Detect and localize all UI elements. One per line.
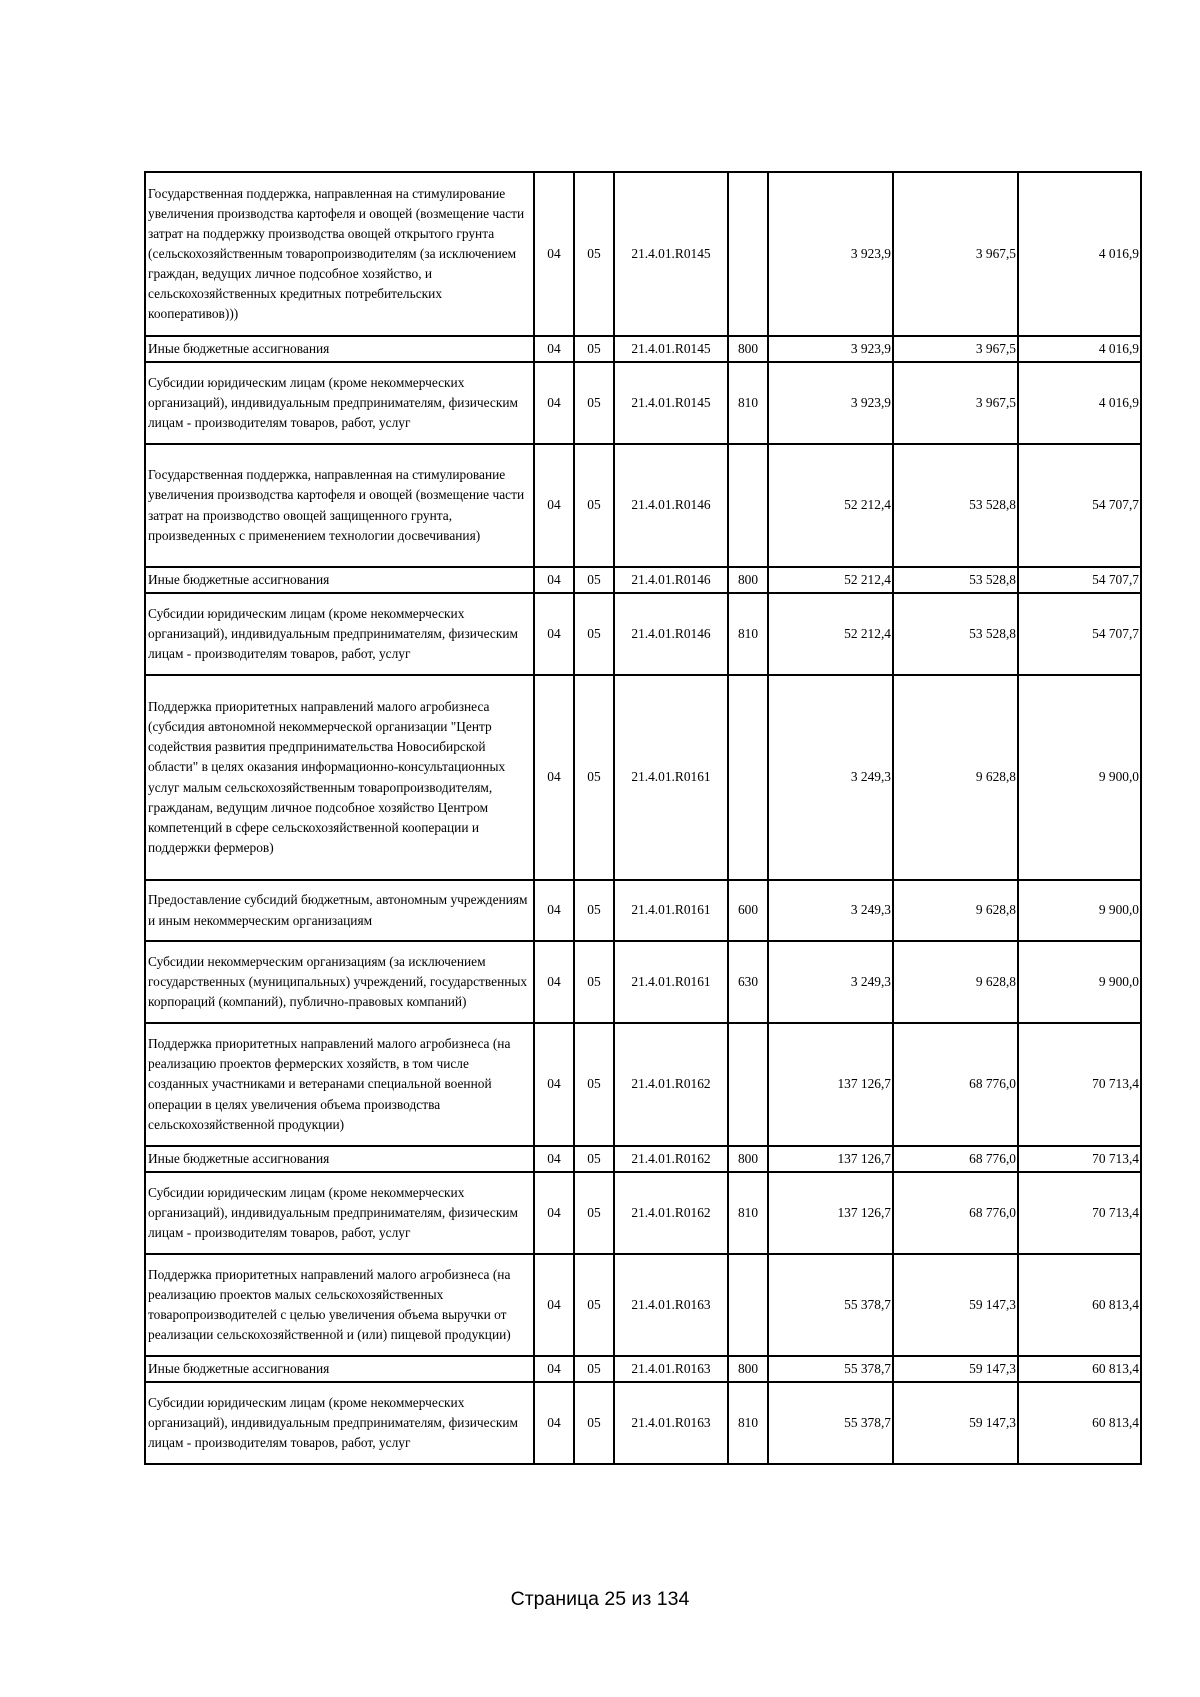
- amount-year-2: 59 147,3: [893, 1382, 1018, 1464]
- expense-type-code: 810: [728, 593, 768, 675]
- table-row: [145, 1023, 1141, 1146]
- row-name: Иные бюджетные ассигнования: [145, 336, 534, 362]
- section-code: 04: [534, 1382, 574, 1464]
- target-article-code: 21.4.01.R0162: [614, 1146, 728, 1172]
- row-name: Субсидии юридическим лицам (кроме некоммерческих организаций), индивидуальным предпринимателям, физическим лицам - производителям товаров, работ, услуг: [145, 1382, 534, 1464]
- subsection-code: 05: [574, 1382, 614, 1464]
- target-article-code: 21.4.01.R0162: [614, 1172, 728, 1254]
- table-row: [145, 1254, 1141, 1356]
- amount-year-3: 4 016,9: [1018, 336, 1141, 362]
- amount-year-3: 9 900,0: [1018, 880, 1141, 941]
- subsection-code: 05: [574, 444, 614, 567]
- section-code: 04: [534, 675, 574, 880]
- section-code: 04: [534, 362, 574, 444]
- row-name: Иные бюджетные ассигнования: [145, 567, 534, 593]
- table-row: [145, 444, 1141, 567]
- expense-type-code: 600: [728, 880, 768, 941]
- row-name: Государственная поддержка, направленная на стимулирование увеличения производства картофеля и овощей (возмещение части затрат на производство овощей защищенного грунта, произведенных с применением технологии досвечивания): [145, 444, 534, 567]
- section-code: 04: [534, 1172, 574, 1254]
- amount-year-1: 3 923,9: [768, 336, 893, 362]
- expense-type-code: 800: [728, 1356, 768, 1382]
- expense-type-code: 800: [728, 567, 768, 593]
- row-name: Предоставление субсидий бюджетным, автономным учреждениям и иным некоммерческим организациям: [145, 880, 534, 941]
- amount-year-2: 9 628,8: [893, 880, 1018, 941]
- target-article-code: 21.4.01.R0161: [614, 675, 728, 880]
- section-code: 04: [534, 1146, 574, 1172]
- target-article-code: 21.4.01.R0161: [614, 941, 728, 1023]
- expense-type-code: [728, 1254, 768, 1356]
- expense-type-code: [728, 444, 768, 567]
- amount-year-2: 53 528,8: [893, 593, 1018, 675]
- target-article-code: 21.4.01.R0163: [614, 1254, 728, 1356]
- subsection-code: 05: [574, 1172, 614, 1254]
- amount-year-1: 52 212,4: [768, 567, 893, 593]
- section-code: 04: [534, 1356, 574, 1382]
- section-code: 04: [534, 567, 574, 593]
- subsection-code: 05: [574, 1356, 614, 1382]
- subsection-code: 05: [574, 593, 614, 675]
- amount-year-1: 55 378,7: [768, 1356, 893, 1382]
- section-code: 04: [534, 172, 574, 336]
- table-row: [145, 362, 1141, 444]
- row-name: Субсидии юридическим лицам (кроме некоммерческих организаций), индивидуальным предпринимателям, физическим лицам - производителям товаров, работ, услуг: [145, 362, 534, 444]
- amount-year-1: 3 249,3: [768, 880, 893, 941]
- amount-year-3: 70 713,4: [1018, 1172, 1141, 1254]
- expense-type-code: 630: [728, 941, 768, 1023]
- section-code: 04: [534, 1023, 574, 1146]
- subsection-code: 05: [574, 880, 614, 941]
- amount-year-3: 54 707,7: [1018, 593, 1141, 675]
- expense-type-code: 810: [728, 1172, 768, 1254]
- table-row: [145, 941, 1141, 1023]
- section-code: 04: [534, 941, 574, 1023]
- subsection-code: 05: [574, 1254, 614, 1356]
- amount-year-2: 9 628,8: [893, 941, 1018, 1023]
- page-number: Страница 25 из 134: [510, 1588, 690, 1610]
- table-row: [145, 1356, 1141, 1382]
- amount-year-1: 3 923,9: [768, 172, 893, 336]
- amount-year-3: 9 900,0: [1018, 941, 1141, 1023]
- amount-year-1: 3 249,3: [768, 675, 893, 880]
- amount-year-3: 60 813,4: [1018, 1254, 1141, 1356]
- amount-year-2: 68 776,0: [893, 1146, 1018, 1172]
- table-row: [145, 1146, 1141, 1172]
- target-article-code: 21.4.01.R0163: [614, 1356, 728, 1382]
- amount-year-3: 54 707,7: [1018, 567, 1141, 593]
- amount-year-3: 70 713,4: [1018, 1023, 1141, 1146]
- row-name: Иные бюджетные ассигнования: [145, 1356, 534, 1382]
- amount-year-1: 52 212,4: [768, 593, 893, 675]
- amount-year-2: 9 628,8: [893, 675, 1018, 880]
- subsection-code: 05: [574, 172, 614, 336]
- section-code: 04: [534, 1254, 574, 1356]
- subsection-code: 05: [574, 567, 614, 593]
- subsection-code: 05: [574, 675, 614, 880]
- table-row: [145, 593, 1141, 675]
- amount-year-1: 55 378,7: [768, 1254, 893, 1356]
- section-code: 04: [534, 593, 574, 675]
- table-row: [145, 880, 1141, 941]
- amount-year-3: 4 016,9: [1018, 362, 1141, 444]
- amount-year-2: 68 776,0: [893, 1172, 1018, 1254]
- target-article-code: 21.4.01.R0145: [614, 172, 728, 336]
- target-article-code: 21.4.01.R0161: [614, 880, 728, 941]
- table-row: [145, 1382, 1141, 1464]
- row-name: Государственная поддержка, направленная на стимулирование увеличения производства картофеля и овощей (возмещение части затрат на поддержку производства овощей открытого грунта (сельскохозяйственным товаропроизводителям (за исключением граждан, ведущих личное подсобное хозяйство, и сельскохозяйственных кредитных потребительских кооперативов))): [145, 172, 534, 336]
- expense-type-code: 810: [728, 362, 768, 444]
- budget-table: [144, 171, 1142, 1465]
- section-code: 04: [534, 444, 574, 567]
- amount-year-3: 54 707,7: [1018, 444, 1141, 567]
- subsection-code: 05: [574, 941, 614, 1023]
- amount-year-1: 52 212,4: [768, 444, 893, 567]
- expense-type-code: 800: [728, 336, 768, 362]
- target-article-code: 21.4.01.R0162: [614, 1023, 728, 1146]
- row-name: Субсидии юридическим лицам (кроме некоммерческих организаций), индивидуальным предпринимателям, физическим лицам - производителям товаров, работ, услуг: [145, 1172, 534, 1254]
- amount-year-1: 137 126,7: [768, 1146, 893, 1172]
- target-article-code: 21.4.01.R0145: [614, 362, 728, 444]
- section-code: 04: [534, 880, 574, 941]
- amount-year-1: 3 923,9: [768, 362, 893, 444]
- expense-type-code: [728, 172, 768, 336]
- budget-table-body: [145, 172, 1141, 1464]
- row-name: Субсидии некоммерческим организациям (за исключением государственных (муниципальных) учреждений, государственных корпораций (компаний), публично-правовых компаний): [145, 941, 534, 1023]
- amount-year-3: 9 900,0: [1018, 675, 1141, 880]
- amount-year-2: 59 147,3: [893, 1254, 1018, 1356]
- row-name: Поддержка приоритетных направлений малого агробизнеса (субсидия автономной некоммерческой организации "Центр содействия развития предпринимательства Новосибирской области" в целях оказания информационно-консультационных услуг малым сельскохозяйственным товаропроизводителям, гражданам, ведущим личное подсобное хозяйство Центром компетенций в сфере сельскохозяйственной кооперации и поддержки фермеров): [145, 675, 534, 880]
- amount-year-3: 60 813,4: [1018, 1382, 1141, 1464]
- amount-year-2: 53 528,8: [893, 567, 1018, 593]
- row-name: Поддержка приоритетных направлений малого агробизнеса (на реализацию проектов малых сельскохозяйственных товаропроизводителей с целью увеличения объема выручки от реализации сельскохозяйственной и (или) пищевой продукции): [145, 1254, 534, 1356]
- target-article-code: 21.4.01.R0163: [614, 1382, 728, 1464]
- subsection-code: 05: [574, 1023, 614, 1146]
- amount-year-3: 70 713,4: [1018, 1146, 1141, 1172]
- expense-type-code: [728, 675, 768, 880]
- target-article-code: 21.4.01.R0146: [614, 444, 728, 567]
- target-article-code: 21.4.01.R0145: [614, 336, 728, 362]
- target-article-code: 21.4.01.R0146: [614, 567, 728, 593]
- subsection-code: 05: [574, 362, 614, 444]
- expense-type-code: [728, 1023, 768, 1146]
- table-row: [145, 336, 1141, 362]
- amount-year-2: 53 528,8: [893, 444, 1018, 567]
- target-article-code: 21.4.01.R0146: [614, 593, 728, 675]
- row-name: Субсидии юридическим лицам (кроме некоммерческих организаций), индивидуальным предпринимателям, физическим лицам - производителям товаров, работ, услуг: [145, 593, 534, 675]
- row-name: Иные бюджетные ассигнования: [145, 1146, 534, 1172]
- amount-year-2: 3 967,5: [893, 362, 1018, 444]
- amount-year-1: 55 378,7: [768, 1382, 893, 1464]
- amount-year-3: 60 813,4: [1018, 1356, 1141, 1382]
- subsection-code: 05: [574, 1146, 614, 1172]
- table-row: [145, 675, 1141, 880]
- table-row: [145, 567, 1141, 593]
- amount-year-2: 3 967,5: [893, 336, 1018, 362]
- amount-year-3: 4 016,9: [1018, 172, 1141, 336]
- section-code: 04: [534, 336, 574, 362]
- table-row: [145, 1172, 1141, 1254]
- amount-year-1: 137 126,7: [768, 1023, 893, 1146]
- expense-type-code: 810: [728, 1382, 768, 1464]
- subsection-code: 05: [574, 336, 614, 362]
- amount-year-2: 3 967,5: [893, 172, 1018, 336]
- expense-type-code: 800: [728, 1146, 768, 1172]
- amount-year-1: 137 126,7: [768, 1172, 893, 1254]
- amount-year-2: 59 147,3: [893, 1356, 1018, 1382]
- amount-year-2: 68 776,0: [893, 1023, 1018, 1146]
- row-name: Поддержка приоритетных направлений малого агробизнеса (на реализацию проектов фермерских хозяйств, в том числе созданных участниками и ветеранами специальной военной операции в целях увеличения объема производства сельскохозяйственной продукции): [145, 1023, 534, 1146]
- table-row: [145, 172, 1141, 336]
- amount-year-1: 3 249,3: [768, 941, 893, 1023]
